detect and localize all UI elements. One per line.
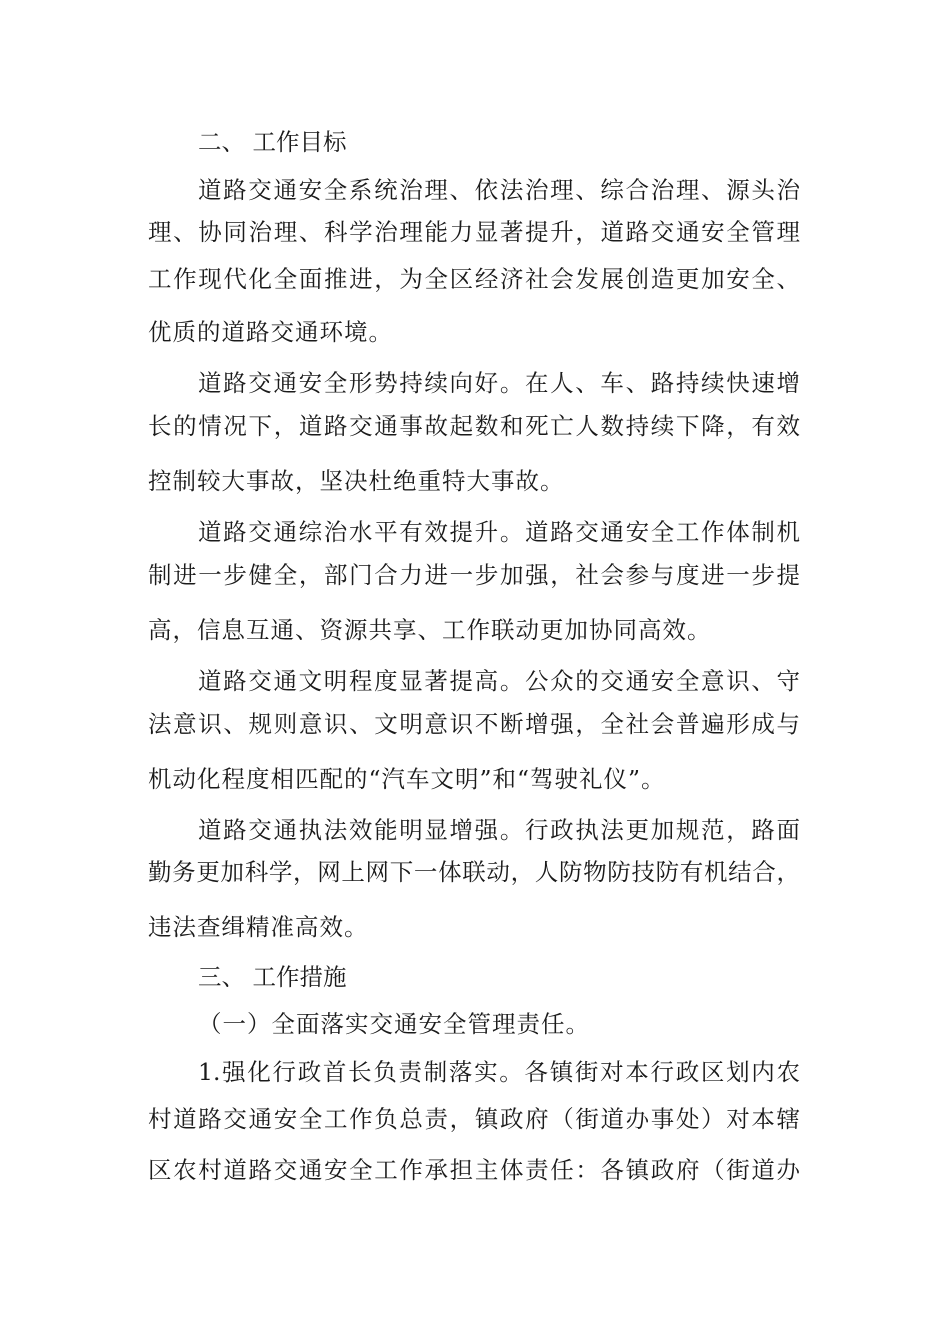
paragraph-line: 高，信息互通、资源共享、工作联动更加协同高效。 bbox=[148, 616, 712, 644]
paragraph-line: 机动化程度相匹配的“汽车文明”和“驾驶礼仪”。 bbox=[148, 765, 666, 793]
paragraph-line: 控制较大事故，坚决杜绝重特大事故。 bbox=[148, 467, 565, 495]
paragraph-line: 工作现代化全面推进，为全区经济社会发展创造更加安全、 bbox=[148, 265, 800, 293]
paragraph-line: 优质的道路交通环境。 bbox=[148, 318, 393, 346]
paragraph-line: 区农村道路交通安全工作承担主体责任：各镇政府（街道办 bbox=[148, 1156, 800, 1184]
paragraph-line: 道路交通执法效能明显增强。行政执法更加规范，路面 bbox=[198, 816, 800, 844]
section-heading-2: 二、 工作目标 bbox=[198, 128, 347, 156]
section-heading-3: 三、 工作措施 bbox=[198, 963, 347, 991]
paragraph-line: 道路交通文明程度显著提高。公众的交通安全意识、守 bbox=[198, 667, 800, 695]
paragraph-line: 违法查缉精准高效。 bbox=[148, 913, 369, 941]
subsection-heading: （一）全面落实交通安全管理责任。 bbox=[198, 1010, 590, 1038]
paragraph-line: 勤务更加科学，网上网下一体联动，人防物防技防有机结合， bbox=[148, 858, 800, 886]
paragraph-line: 道路交通安全形势持续向好。在人、车、路持续快速增 bbox=[198, 369, 800, 397]
paragraph-line: 法意识、规则意识、文明意识不断增强，全社会普遍形成与 bbox=[148, 710, 800, 738]
paragraph-line: 1.强化行政首长负责制落实。各镇街对本行政区划内农 bbox=[198, 1058, 800, 1086]
paragraph-line: 理、协同治理、科学治理能力显著提升，道路交通安全管理 bbox=[148, 218, 800, 246]
paragraph-line: 村道路交通安全工作负总责，镇政府（街道办事处）对本辖 bbox=[148, 1105, 800, 1133]
paragraph-line: 道路交通安全系统治理、依法治理、综合治理、源头治 bbox=[198, 176, 800, 204]
paragraph-line: 长的情况下，道路交通事故起数和死亡人数持续下降，有效 bbox=[148, 412, 800, 440]
paragraph-line: 制进一步健全，部门合力进一步加强，社会参与度进一步提 bbox=[148, 561, 800, 589]
paragraph-line: 道路交通综治水平有效提升。道路交通安全工作体制机 bbox=[198, 518, 800, 546]
